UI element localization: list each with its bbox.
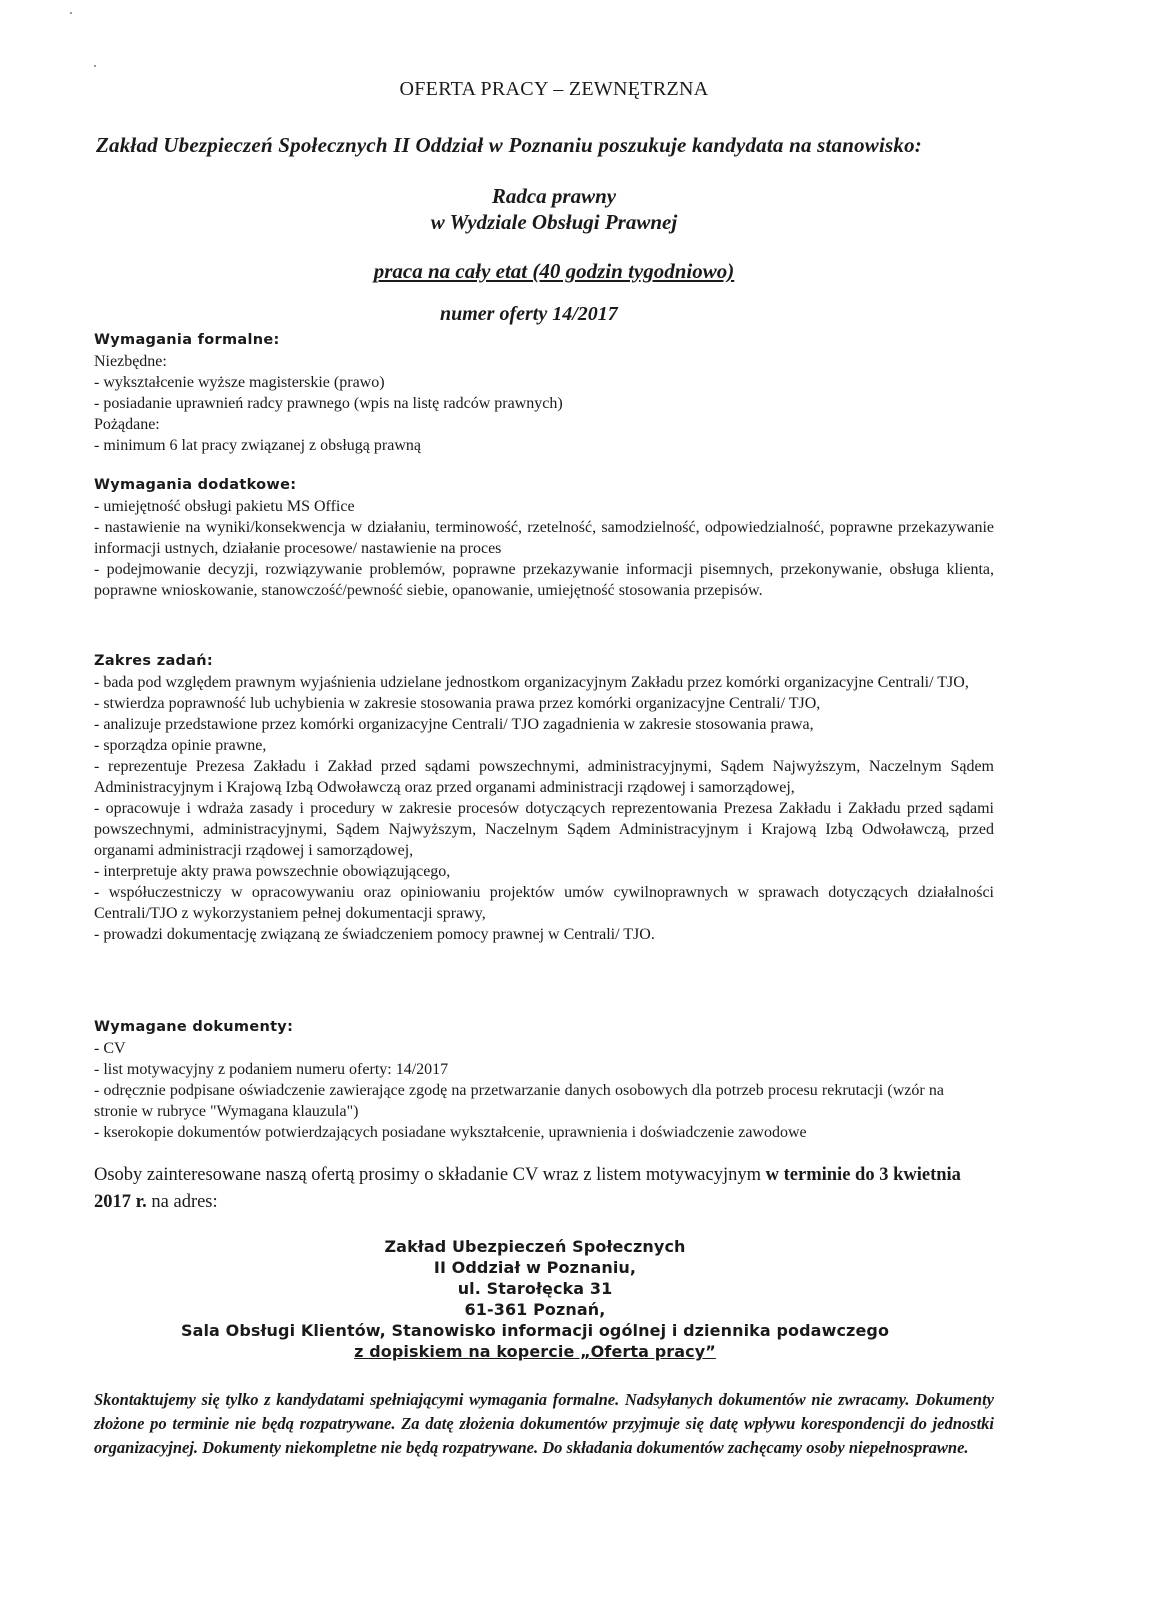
- envelope-note: z dopiskiem na kopercie „Oferta pracy”: [354, 1342, 716, 1361]
- list-item: - minimum 6 lat pracy związanej z obsługą prawną: [94, 437, 421, 454]
- position-name: Radca prawny: [491, 184, 617, 208]
- scan-speck: [94, 65, 96, 67]
- apply-tail: na adres:: [151, 1192, 218, 1212]
- address-line: Sala Obsługi Klientów, Stanowisko informacji ogólnej i dziennika podawczego: [180, 1321, 890, 1340]
- list-item: - współuczestniczy w opracowywaniu oraz opiniowaniu projektów umów cywilnoprawnych w sprawach dotyczących działalności Centrali/TJO z wykorzystaniem pełnej dokumentacji sprawy,: [94, 884, 994, 922]
- list-item: - nastawienie na wyniki/konsekwencja w działaniu, terminowość, rzetelność, samodzielność, odpowiedzialność, poprawne przekazywanie informacji ustnych, działanie procesowe/ nastawienie na proces: [94, 519, 994, 557]
- list-item: - umiejętność obsługi pakietu MS Office: [94, 498, 355, 515]
- employment-type: praca na cały etat (40 godzin tygodniowo): [373, 259, 735, 283]
- list-item: - bada pod względem prawnym wyjaśnienia udzielane jednostkom organizacyjnym Zakładu przez komórki organizacyjne Centrali/ TJO,: [94, 674, 969, 691]
- section-heading: Zakres zadań:: [94, 653, 214, 669]
- list-item: - reprezentuje Prezesa Zakładu i Zakład przed sądami powszechnymi, administracyjnymi, Sądem Najwyższym, Naczelnym Sądem Administracyjnym i Krajową Izbą Odwoławczą oraz przed organami administracji rządowej i samorządowej,: [94, 758, 994, 796]
- list-item: - stwierdza poprawność lub uchybienia w zakresie stosowania prawa przez komórki organizacyjne Centrali/ TJO,: [94, 695, 821, 712]
- list-item: - sporządza opinie prawne,: [94, 737, 267, 754]
- additional-requirements: [94, 475, 994, 601]
- formal-requirements: [94, 330, 994, 456]
- list-item: - kserokopie dokumentów potwierdzających posiadane wykształcenie, uprawnienia i doświadczenie zawodowe: [94, 1124, 807, 1141]
- address-line: 61-361 Poznań,: [464, 1300, 606, 1319]
- list-item: - interpretuje akty prawa powszechnie obowiązującego,: [94, 863, 451, 880]
- employer-line: Zakład Ubezpieczeń Społecznych II Oddział w Poznaniu poszukuje kandydata na stanowisko:: [96, 133, 922, 157]
- postal-address: [0, 1236, 1070, 1362]
- address-line: ul. Starołęcka 31: [457, 1279, 613, 1298]
- list-item: - list motywacyjny z podaniem numeru oferty: 14/2017: [94, 1061, 449, 1078]
- offer-number: numer oferty 14/2017: [440, 303, 618, 325]
- task-scope: [94, 651, 994, 945]
- list-item: - analizuje przedstawione przez komórki organizacyjne Centrali/ TJO zagadnienia w zakresie stosowania prawa,: [94, 716, 814, 733]
- list-item: - posiadanie uprawnień radcy prawnego (wpis na listę radców prawnych): [94, 395, 563, 412]
- section-heading: Wymagania dodatkowe:: [94, 477, 297, 493]
- list-item: - opracowuje i wdraża zasady i procedury w zakresie procesów dotyczących reprezentowania Prezesa Zakładu i Zakładu przed sądami powszechnymi, administracyjnymi, Sądem Najwyższym, Naczelnym Sądem Administracyjnym i Krajową Izbą Odwoławczą, przed organami administracji rządowej i samorządowej,: [94, 800, 994, 859]
- address-line: II Oddział w Poznaniu,: [433, 1258, 637, 1277]
- application-instructions: [94, 1162, 994, 1216]
- section-heading: Wymagania formalne:: [94, 332, 280, 348]
- apply-text: Osoby zainteresowane naszą ofertą prosimy o składanie CV wraz z listem motywacyjnym: [94, 1165, 762, 1185]
- department-name: w Wydziale Obsługi Prawnej: [430, 210, 678, 234]
- apply-deadline: w terminie do 3 kwietnia 2017 r.: [94, 1165, 961, 1212]
- list-item: - podejmowanie decyzji, rozwiązywanie problemów, poprawne przekazywanie informacji pisemnych, przekonywanie, obsługa klienta, poprawne wnioskowanie, stanowczość/pewność siebie, opanowanie, umiejętność stosowania przepisów.: [94, 561, 994, 599]
- list-item: Pożądane:: [94, 416, 160, 433]
- list-item: - CV: [94, 1040, 126, 1057]
- section-heading: Wymagane dokumenty:: [94, 1019, 294, 1035]
- scan-speck: [70, 12, 72, 14]
- document-title: OFERTA PRACY – ZEWNĘTRZNA: [399, 78, 709, 100]
- list-item: - wykształcenie wyższe magisterskie (prawo): [94, 374, 385, 391]
- address-line: Zakład Ubezpieczeń Społecznych: [384, 1237, 686, 1256]
- list-item: Niezbędne:: [94, 353, 167, 370]
- closing-note: Skontaktujemy się tylko z kandydatami spełniającymi wymagania formalne. Nadsyłanych dokumentów nie zwracamy. Dokumenty złożone po terminie nie będą rozpatrywane. Za datę złożenia dokumentów przyjmuje się datę wpływu korespondencji do jednostki organizacyjnej. Dokumenty niekompletne nie będą rozpatrywane. Do składania dokumentów zachęcamy osoby niepełnosprawne.: [94, 1390, 994, 1457]
- list-item: - odręcznie podpisane oświadczenie zawierające zgodę na przetwarzanie danych osobowych dla potrzeb procesu rekrutacji (wzór na stronie w rubryce "Wymagana klauzula"): [94, 1082, 944, 1120]
- required-documents: [94, 1017, 994, 1143]
- list-item: - prowadzi dokumentację związaną ze świadczeniem pomocy prawnej w Centrali/ TJO.: [94, 926, 655, 943]
